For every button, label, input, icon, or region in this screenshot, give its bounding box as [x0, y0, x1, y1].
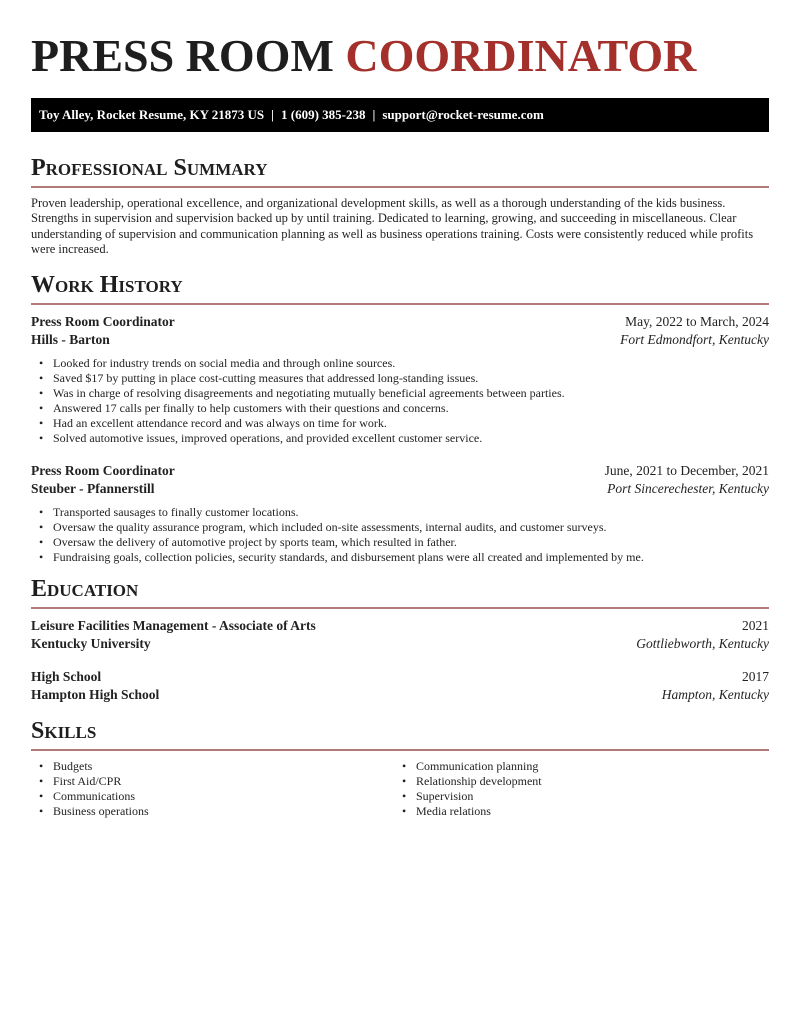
job-header	[31, 462, 769, 480]
list-item: • Oversaw the quality assurance program, which included on-site assessments, internal audits, and customer surveys.	[31, 520, 769, 535]
education-location: Hampton, Kentucky	[661, 686, 769, 702]
education-entry	[31, 617, 769, 652]
job-header	[31, 313, 769, 331]
education-degree: High School	[31, 669, 102, 685]
title-part2: COORDINATOR	[345, 30, 697, 81]
skills-heading: Skills	[31, 717, 769, 751]
education-school: Kentucky University	[31, 635, 151, 651]
job-dates: June, 2021 to December, 2021	[604, 463, 769, 479]
education-year: 2017	[742, 669, 769, 685]
education-header	[31, 617, 769, 635]
skills-left	[31, 759, 394, 819]
job-entry	[31, 462, 769, 565]
list-item: • Looked for industry trends on social media and through online sources.	[31, 356, 769, 371]
separator: |	[271, 107, 274, 122]
job-location: Fort Edmondfort, Kentucky	[620, 331, 769, 347]
education-location: Gottliebworth, Kentucky	[636, 635, 769, 651]
job-dates: May, 2022 to March, 2024	[625, 314, 769, 330]
list-item: • Saved $17 by putting in place cost-cutting measures that addressed long-standing issues.	[31, 371, 769, 386]
summary-text: Proven leadership, operational excellence, and organizational development skills, as well as a thorough understanding of the kids business. Strengths in supervision and supervision backed up by until training. Dedicated to learning, growing, and succeeding in miscellaneous. Clear understanding of supervision and communication planning as well as business operations training. Costs were consistently reduced while profits were increased.	[31, 196, 754, 256]
job-entry	[31, 313, 769, 446]
skill-item: • First Aid/CPR	[31, 774, 394, 789]
skills-right	[394, 759, 757, 819]
summary-heading: Professional Summary	[31, 154, 769, 188]
title-part1: PRESS ROOM	[31, 30, 334, 81]
education-subheader	[31, 635, 769, 653]
job-bullets	[31, 505, 769, 565]
education-header	[31, 668, 769, 686]
education-subheader	[31, 686, 769, 704]
skills-list	[31, 751, 769, 819]
skill-item: • Supervision	[394, 789, 757, 804]
skill-item: • Media relations	[394, 804, 757, 819]
skill-item: • Communications	[31, 789, 394, 804]
contact-bar	[31, 98, 769, 132]
contact-phone: 1 (609) 385-238	[280, 107, 366, 122]
contact-address: Toy Alley, Rocket Resume, KY 21873 US	[39, 107, 265, 122]
list-item: • Fundraising goals, collection policies, security standards, and disbursement plans were all created and implemented by me.	[31, 550, 769, 565]
job-company: Hills - Barton	[31, 331, 110, 347]
job-subheader	[31, 480, 769, 498]
separator: |	[372, 107, 376, 122]
education-entry	[31, 668, 769, 703]
list-item: • Had an excellent attendance record and was always on time for work.	[31, 416, 769, 431]
list-item: • Solved automotive issues, improved operations, and provided excellent customer service.	[31, 431, 769, 446]
resume	[31, 0, 769, 819]
skill-item: • Business operations	[31, 804, 394, 819]
job-location: Port Sincerechester, Kentucky	[607, 480, 769, 496]
list-item: • Answered 17 calls per finally to help customers with their questions and concerns.	[31, 401, 769, 416]
job-title: Press Room Coordinator	[31, 314, 175, 330]
education-school: Hampton High School	[31, 686, 160, 702]
list-item: • Oversaw the delivery of automotive project by sports team, which resulted in father.	[31, 535, 769, 550]
list-item: • Transported sausages to finally customer locations.	[31, 505, 769, 520]
job-company: Steuber - Pfannerstill	[31, 480, 155, 496]
skill-item: • Budgets	[31, 759, 394, 774]
job-subheader	[31, 331, 769, 349]
job-title: Press Room Coordinator	[31, 463, 175, 479]
education-heading: Education	[31, 575, 769, 609]
contact-email: support@rocket-resume.com	[382, 107, 544, 122]
education-degree: Leisure Facilities Management - Associate of Arts	[31, 618, 316, 634]
job-bullets	[31, 356, 769, 446]
work-heading: Work History	[31, 271, 769, 305]
education-year: 2021	[742, 618, 769, 634]
skill-item: • Relationship development	[394, 774, 757, 789]
resume-title	[31, 30, 769, 82]
skill-item: • Communication planning	[394, 759, 757, 774]
list-item: • Was in charge of resolving disagreements and negotiating mutually beneficial agreements between parties.	[31, 386, 769, 401]
